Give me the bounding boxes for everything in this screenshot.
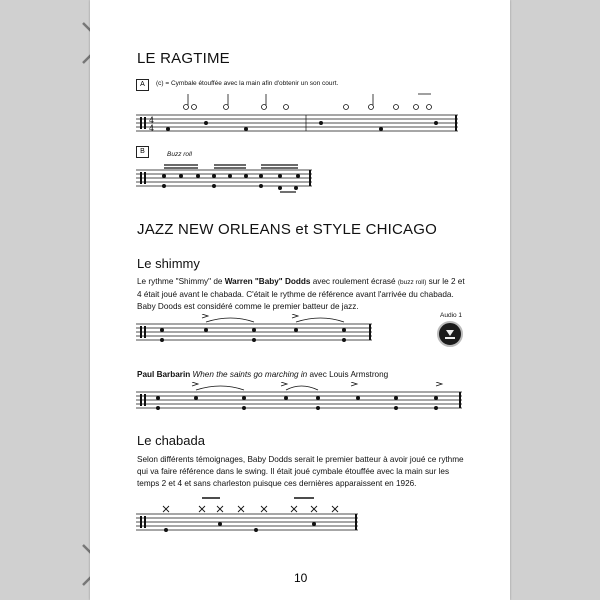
staff-barbarin xyxy=(136,382,466,418)
box-label-b: B xyxy=(136,146,149,158)
download-icon xyxy=(439,323,461,345)
svg-text:4: 4 xyxy=(149,124,155,133)
shimmy-paragraph xyxy=(137,276,467,313)
left-margin xyxy=(0,0,90,600)
right-margin xyxy=(510,0,600,600)
subsection-title-chabada: Le chabada xyxy=(137,433,205,448)
subsection-title-shimmy: Le shimmy xyxy=(137,256,200,271)
shimmy-text-2: avec roulement écrasé xyxy=(310,277,398,286)
section-title-ragtime: LE RAGTIME xyxy=(137,50,230,67)
barbarin-post: avec Louis Armstrong xyxy=(307,370,389,379)
staff-shimmy xyxy=(136,314,376,350)
staff-ragtime-a xyxy=(136,90,462,138)
shimmy-text-1: Le rythme "Shimmy" de xyxy=(137,277,225,286)
page-number: 10 xyxy=(294,571,308,585)
staff-ragtime-b xyxy=(136,160,326,196)
box-label-a: A xyxy=(136,79,149,91)
staff-chabada xyxy=(136,492,362,542)
chabada-paragraph: Selon différents témoignages, Baby Dodds serait le premier batteur à avoir joué ce rythme qui va faire référence dans le swing. Il était joué cymbale étouffée avec la main sur les temps 2 et 4 et sans charleston puisque ces dernières apparaissent en 1926. xyxy=(137,455,464,488)
barbarin-name: Paul Barbarin xyxy=(137,370,191,379)
barbarin-line xyxy=(137,369,388,381)
barbarin-song: When the saints go marching in xyxy=(190,370,308,379)
shimmy-text-3: sur le 2 et 4 était joué avant le chabada. C'était le rythme de référence avant l'arrivée du chabada. Baby Doods est considéré comme le premier batteur de jazz. xyxy=(137,277,465,311)
shimmy-name: Warren "Baby" Dodds xyxy=(224,277,311,286)
buzz-roll-label: Buzz roll xyxy=(167,151,192,158)
audio-label: Audio 1 xyxy=(440,312,463,319)
audio-play-button[interactable] xyxy=(437,321,463,347)
cymbal-note: (c) = Cymbale étouffée avec la main afin d'obtenir un son court. xyxy=(156,80,339,87)
section-title-jazz: JAZZ NEW ORLEANS et STYLE CHICAGO xyxy=(137,221,437,238)
shimmy-buzz-roll: (buzz roll) xyxy=(397,279,427,286)
svg-text:4: 4 xyxy=(149,116,155,125)
